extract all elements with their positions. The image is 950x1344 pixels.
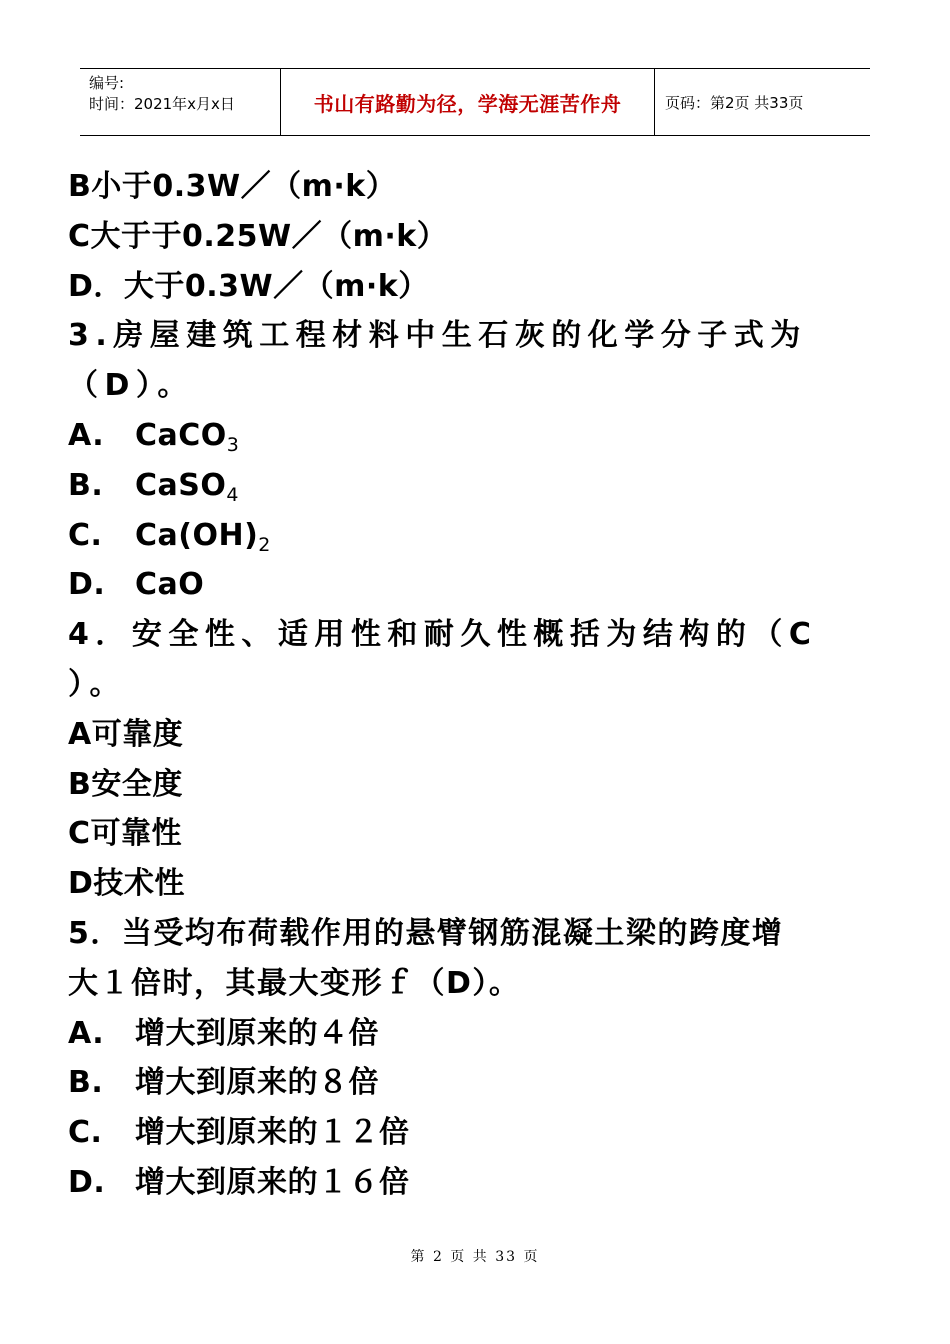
- option-line: C大于于0.25W／（m·k）: [68, 218, 448, 254]
- question-3-answer: （D）。: [68, 368, 194, 404]
- question-5-text-cont: 大１倍时，其最大变形ｆ（D）。: [68, 965, 521, 1001]
- question-4-option-d: D技术性: [68, 866, 185, 902]
- question-3-option-a: [68, 411, 888, 461]
- question-4-option-a: A可靠度: [68, 716, 184, 752]
- question-5-option-b: [68, 1058, 888, 1108]
- page-header: [80, 68, 870, 136]
- option-text: 增大到原来的８倍: [135, 1065, 379, 1101]
- option-letter: D.: [68, 1164, 106, 1200]
- header-motto-cell: [281, 69, 655, 135]
- question-3-option-b: [68, 461, 888, 511]
- option-letter: A.: [68, 1015, 105, 1051]
- page-footer: 第 2 页 共 33 页: [410, 1249, 540, 1265]
- option-letter: B.: [68, 1065, 104, 1101]
- option-text: CaCO: [135, 417, 227, 453]
- header-code-label: 编号:: [89, 74, 125, 92]
- subscript: 2: [258, 533, 271, 556]
- question-4-option-c: C可靠性: [68, 816, 183, 852]
- question-5-option-d: [68, 1158, 888, 1208]
- question-4-text: 4．安全性、适用性和耐久性概括为结构的（C: [68, 617, 818, 653]
- question-5-option-a: [68, 1009, 888, 1059]
- question-3-option-c: [68, 511, 888, 561]
- option-text: CaSO: [135, 467, 227, 503]
- header-motto: 书山有路勤为径，学海无涯苦作舟: [313, 91, 622, 116]
- question-5-option-c: [68, 1108, 888, 1158]
- option-text: 增大到原来的１２倍: [135, 1115, 410, 1151]
- question-3-option-d: [68, 560, 888, 610]
- subscript: 3: [226, 433, 240, 456]
- subscript: 4: [226, 483, 239, 506]
- question-5-text: 5．当受均布荷载作用的悬臂钢筋混凝土梁的跨度增: [68, 915, 784, 951]
- option-letter: B.: [68, 467, 104, 503]
- option-text: 增大到原来的４倍: [135, 1015, 379, 1051]
- document-body: [68, 162, 888, 1208]
- option-letter: D.: [68, 567, 106, 603]
- option-text: Ca(OH): [135, 517, 259, 553]
- header-time-label: 时间：2021年x月x日: [89, 95, 235, 113]
- header-page-info: 页码：第2页 共33页: [665, 93, 804, 112]
- option-letter: C.: [68, 517, 103, 553]
- header-meta: [80, 69, 281, 135]
- option-text: CaO: [135, 567, 205, 603]
- option-line: D．大于0.3W／（m·k）: [68, 268, 429, 304]
- option-letter: C.: [68, 1115, 103, 1151]
- option-letter: A.: [68, 417, 105, 453]
- option-line: B小于0.3W／（m·k）: [68, 169, 397, 204]
- question-4-option-b: B安全度: [68, 766, 183, 802]
- question-4-text-cont: ）。: [68, 666, 126, 702]
- option-text: 增大到原来的１６倍: [135, 1164, 410, 1200]
- question-3-text: 3.房屋建筑工程材料中生石灰的化学分子式为: [68, 318, 807, 354]
